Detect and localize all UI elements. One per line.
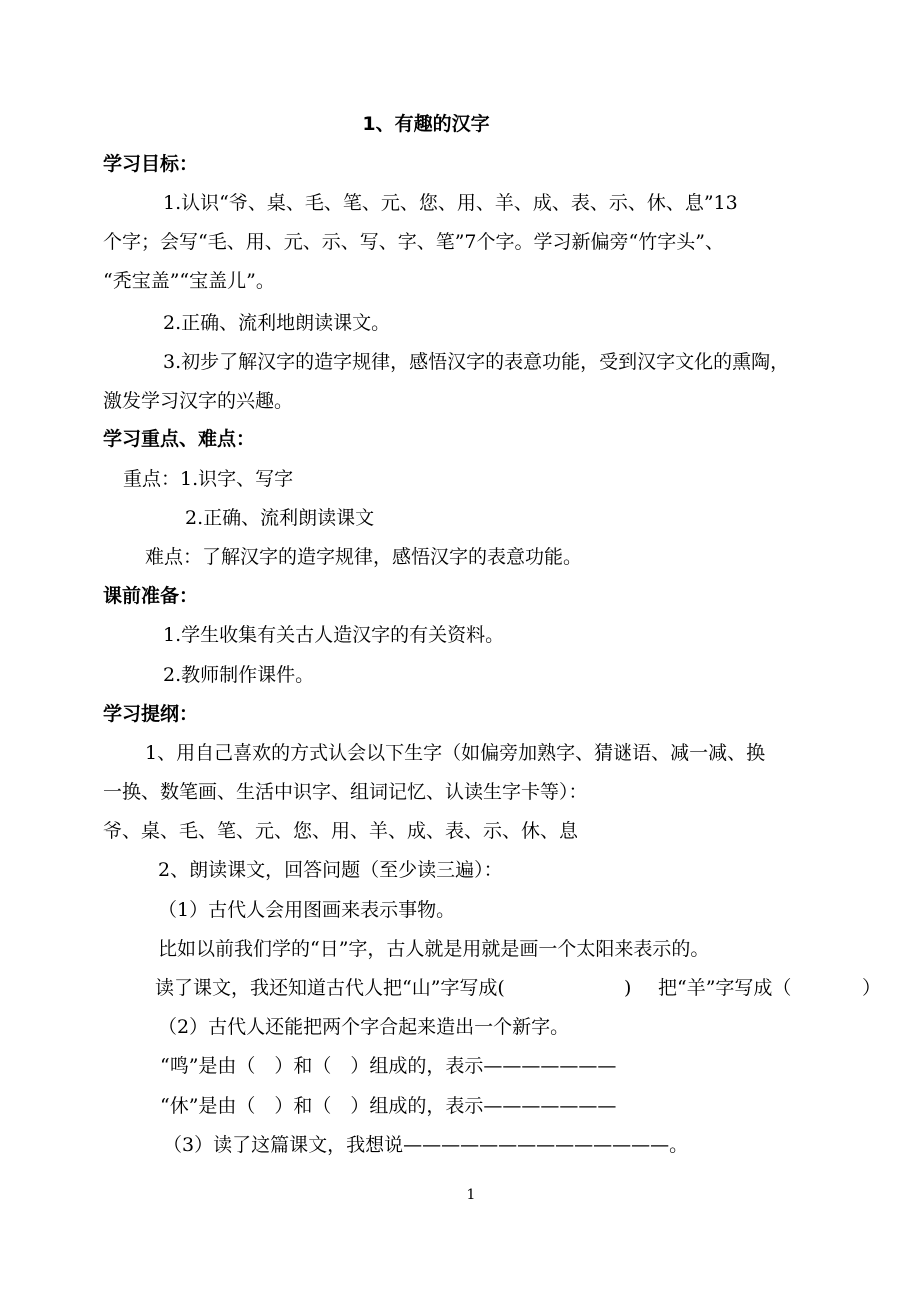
outline-step-1-line-2: 一换、数笔画、生活中识字、组词记忆、认读生字卡等）： — [103, 781, 588, 803]
page-title: 1、有趣的汉字 — [362, 113, 490, 135]
character-list: 爷、桌、毛、笔、元、您、用、羊、成、表、示、休、息 — [103, 820, 579, 842]
question-2: （2）古代人还能把两个字合起来造出一个新字。 — [158, 1016, 570, 1038]
page-number: 1 — [466, 1187, 476, 1203]
difficulty: 难点：了解汉字的造字规律，感悟汉字的表意功能。 — [145, 546, 583, 568]
question-1-fill-yang-close: ） — [862, 977, 882, 999]
focus-2: 2.正确、流利朗读课文 — [185, 507, 375, 529]
preparation-1: 1.学生收集有关古人造汉字的有关资料。 — [163, 624, 505, 646]
objective-3-line-2: 激发学习汉字的兴趣。 — [103, 390, 294, 412]
question-1: （1）古代人会用图画来表示事物。 — [158, 899, 456, 921]
preparation-heading: 课前准备： — [103, 585, 199, 607]
focus-1: 重点：1.识字、写字 — [123, 468, 294, 490]
objective-1-line-3: “秃宝盖”“宝盖儿”。 — [103, 270, 275, 292]
question-2-ming: “鸣”是由（ ）和（ ）组成的，表示——————— — [160, 1055, 617, 1077]
objective-3-line-1: 3.初步了解汉字的造字规律，感悟汉字的表意功能，受到汉字文化的熏陶， — [163, 351, 790, 373]
preparation-2: 2.教师制作课件。 — [163, 664, 315, 686]
question-1-fill-yang: 把“羊”字写成（ — [658, 977, 792, 999]
question-1-example: 比如以前我们学的“日”字，古人就是用就是画一个太阳来表示的。 — [158, 938, 710, 960]
outline-step-1-line-1: 1、用自己喜欢的方式认会以下生字（如偏旁加熟字、猜谜语、减一减、换 — [145, 742, 766, 764]
outline-heading: 学习提纲： — [103, 703, 199, 725]
objective-1-line-1: 1.认识“爷、桌、毛、笔、元、您、用、羊、成、表、示、休、息”13 — [163, 192, 738, 214]
outline-step-2: 2、朗读课文，回答问题（至少读三遍）： — [158, 859, 503, 881]
keypoints-heading: 学习重点、难点： — [103, 428, 256, 450]
question-1-fill-shan-close: ) — [624, 977, 632, 999]
objectives-heading: 学习目标： — [103, 153, 199, 175]
question-2-xiu: “休”是由（ ）和（ ）组成的，表示——————— — [160, 1095, 617, 1117]
objective-1-line-2: 个字；会写“毛、用、元、示、写、字、笔”7个字。学习新偏旁“竹字头”、 — [103, 231, 724, 253]
objective-2: 2.正确、流利地朗读课文。 — [163, 312, 391, 334]
question-1-fill-shan: 读了课文，我还知道古代人把“山”字写成( — [155, 977, 505, 999]
question-3: （3）读了这篇课文，我想说——————————————。 — [163, 1134, 689, 1156]
